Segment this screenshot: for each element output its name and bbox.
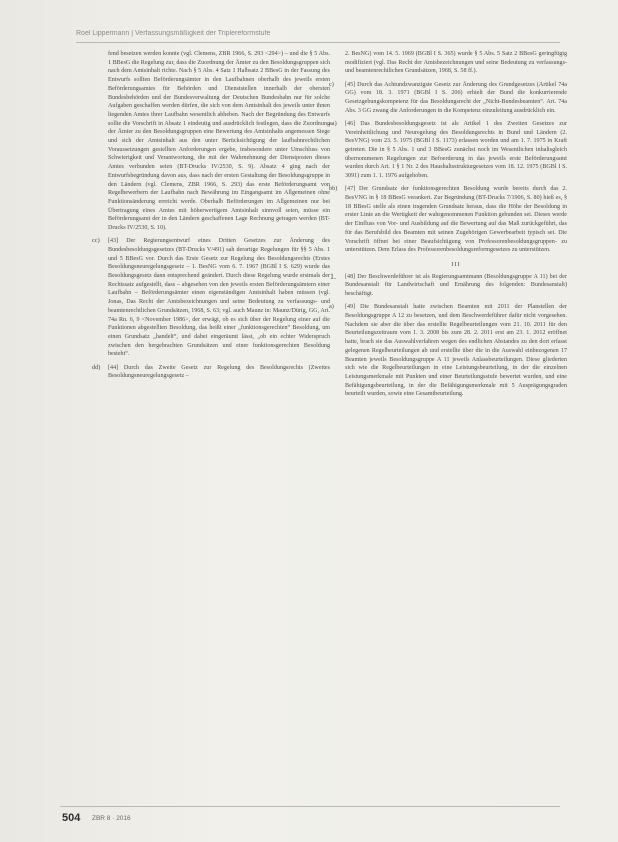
paragraph xyxy=(92,363,330,381)
section-heading: III xyxy=(451,260,461,268)
footer-rule xyxy=(60,806,560,807)
paragraph xyxy=(92,237,330,359)
paragraph-text: [49] Die Bundesanstalt hatte zwischen Beamten mit 2011 der Planstellen der Besoldungsgruppe A 12 zu besetzen, und dem Beschwerdeführer dafür nicht vorgesehen. Nachdem sie aber die über das erstellte Regelbeurteilungen vom 21. 10. 2011 für den Beurteilungszeitraum vom 1. 3. 2008 bis zum 28. 2. 2011 erst am 23. 1. 2012 eröffnet hatte, brach sie das Auswahlverfahren wegen des endlichen Abstandes zu den dort erfasst gelegenen Regelbeurteilungen ab und erstellte über die in die Auswahl einbezogenen 17 Beamten jeweils Besoldungsgruppe A 11 jeweils Anlassbeurteilungen. Diese gliederten sich wie die Regelbeurteilungen in eine Leistungsbeurteilung, in der die einzelnen Leistungsmerkmale mit Punkten und einer Beurteilungsstufe bewertet wurden, und eine Befähigungsbeurteilung, in der die Befähigungsmerkmale mit 5 Ausprägungsgraden beurteilt wurden, sowie eine Gesamtbeurteilung. xyxy=(345,304,567,398)
paragraph-marker: dd) xyxy=(92,363,101,371)
right-column xyxy=(329,50,567,404)
paragraph-text: [44] Durch das Zweite Gesetz zur Regelung des Besoldungsrechts (Zweites Besoldungsneuregelungsgesetz – xyxy=(108,364,330,380)
paragraph-text: 2. BesNG) vom 14. 5. 1969 (BGBl I S. 365) wurde § 5 Abs. 5 Satz 2 BBesG geringfügig modifiziert (vgl. Das Recht der Amtsbezeichnungen und seine Bedeutung zu verfassungs- und beamtenrechtlichen Grundsätzen, 1968, S. 58 ff.). xyxy=(345,51,567,75)
paragraph-marker: a) xyxy=(329,303,334,311)
paragraph-text: [46] Das Bundesbesoldungsgesetz ist als Artikel 1 des Zweiten Gesetzes zur Vereinheitlichung und Neuregelung des Besoldungsrechts in Bund und Ländern (2. BesVNG) vom 23. 5. 1975 (BGBl I S. 1173) erlassen worden und am 1. 7. 1975 in Kraft getreten. Die in § 5 Abs. 1 und 3 BBesG zunächst noch im Wesentlichen inhaltsgleich übernommenen Regelungen zur Befoerderung in das jeweils erste Beförderungsamt wurden durch Art. 1 § 1 Nr. 2 des Haushaltsstrukturgesetzes vom 18. 12. 1975 (BGBl I S. 3091) zum 1. 1. 1976 aufgehoben. xyxy=(345,120,567,180)
paragraph-marker: 1. xyxy=(330,271,336,281)
paragraph xyxy=(329,303,567,399)
paragraph-text: [48] Der Beschwerdeführer ist als Regierungsamtmann (Besoldungsgruppe A 11) bei der Bundesanstalt für Landwirtschaft und Ernährung des folgenden: Bundesanstalt) beschäftigt. xyxy=(345,273,567,298)
paragraph-text: [45] Durch das Achtundzwanzigste Gesetz zur Änderung des Grundgesetzes (Artikel 74a GG) vom 18. 3. 1971 (BGBl I S. 206) erhielt der Bund die konkurrierende Gesetzgebungskompetenz für das Besoldungsrecht der „Nicht-Bundesbeamten“. Art. 74a Abs. 3 GG zwang die Anforderungen in die Kompetenz einzuleitung ausdrücklich ein. xyxy=(345,81,567,114)
paragraph xyxy=(330,271,567,299)
running-head: Roel Lippermann | Verfassungsmäßigkeit der Triplereformstufe xyxy=(76,30,271,37)
paragraph xyxy=(329,185,567,255)
paragraph-marker: c) xyxy=(329,80,334,88)
page-number: 504 xyxy=(62,812,81,824)
paragraph xyxy=(329,80,567,116)
left-column xyxy=(92,50,330,386)
paragraph-marker: aa) xyxy=(329,119,337,127)
paragraph-marker: cc) xyxy=(92,237,100,245)
paragraph-text: [47] Der Grundsatz der funktionsgerechten Besoldung wurde bereits durch das 2. BesVNG in § 18 BBesG verankert. Zur Begründung (BT-Drucks 7/1906, S. 80) hieß es, § 18 BBesG stelle als einen tragenden Grundsatz heraus, dass die Höhe der Besoldung in erster Linie an die Wertigkeit der wahrgenommenen Funktion gebunden sei. Dieses werde der Einfluss von Vor- und Ausbildung auf die Bewertung auf das Maß zurückgeführt, das für das Berufsbild des Beamten mit seinen Zugehörigen Gewerbearbeit typisch sei. Die Vorschrift öffnet bei einer Beaufsichtigung von Professorenbesoldungsgruppen- zu unterstützen. Dem Erlass des Professorenbesoldungsreformgesetzes zu unterstützen. xyxy=(345,186,567,254)
paragraph xyxy=(108,50,330,233)
paragraph-text: [43] Der Regierungsentwurf eines Dritten Gesetzes zur Änderung des Bundesbesoldungsgesetzes (BT-Drucks V/491) sah derartige Regelungen für §§ 5 Abs. 1 und 5 BBesG vor. Durch das Erste Gesetz zur Regelung des Besoldungsrechts (Erstes Besoldungsneuregelungsgesetz – 1. BesNG vom 6. 7. 1967 (BGBl I S. 629) wurde das Besoldungsgesetz dann entsprechend geändert. Durch diese Regelung wurde erstmals der Rechtssatz aufgestellt, dass – abgesehen von den jeweils ersten Beförderungsämtern einer Laufbahn – Beförderungsämter einen eigenständigen Amtsinhalt haben müssen (vgl. Jonas, Das Recht der Amtsbezeichnungen und seine Bedeutung zu verfassungs- und beamtenrechtlichen Grundsätzen, 1968, S. 63; vgl. auch Maunz in: Maunz/Dürig, GG, Art. 74a Rn. 6, 9 <November 1986>, der erwägt, ob es sich über der Regelung einer auf die Funktionen abgestellten Besoldung, das heißt einer „funktionsgerechten“ Besoldung, um einen Grundsatz „handelt“, und dabei eingeräumt lässt, „ob ein echter Widerspruch zwischen den hergebrachten Grundsätzen und einer funktionsgerechten Besoldung besteht“. xyxy=(108,238,330,358)
paragraph-text: fend besetzen werden konnte (vgl. Clemens, ZBR 1966, S. 293 <294>) – und die § 5 Abs. 1 BBesG die Regelung zur, dass die Zuordnung der Ämter zu den Besoldungsgruppen sich nach dem Amtsinhalt richte. Nach § 5 Abs. 4 Satz 1 Halbsatz 2 BBesG in der Fassung des Entwurfs sollten Beförderungsämter in den Laufbahnen oberhalb des jeweils ersten Beförderungsamtes für Behörden und Dienststellen innerhalb der obersten Bundesbehörden und der Bundesverwaltung der Deutschen Bundesbahn nur für solche Aufgaben geschaffen werden dürfen, die sich von dem Amtsinhalt des jeweils unter ihnen liegenden Amtes ihrer Laufbahn wesentlich abheben. Nach der Begründung des Entwurfs sollte die Vorschrift in Absatz 1 eindeutig und ausdrücklich festlegen, dass die Zuordnung der Ämter zu den Besoldungsgruppen eine Bewertung des Amtsinhalts angemessen Siege und sich der Amtsinhalt aus den unter Berücksichtigung der laufbahnrechtlichen Voraussetzungen gestellten Anforderungen ergebe, insbesondere unter Umschluss von Schwierigkeit und Verantwortung, die mit der Wahrnehmung der Dienstposten dieses Amtes verbunden seien (BT-Drucks IV/2530, S. 9). Absatz 4 ging nach der Entwurfsbegründung davon aus, dass nach der ersten Gestaltung der Besoldungsgruppe in den Ländern (vgl. Clemens, ZBR 1966, S. 293) das erste Beförderungsamt von Regelbewerbern der Laufbahn nach Bewährung im Eingangsamt im Allgemeinen ohne Funktionsänderung erreicht werde. Oberhalb Beförderungen im Allgemeinen nur bei Übertragung eines Amtes mit höherwertigem Amtsinhalt sinnvoll seien, müsse ein Beförderungsamt der in den Ländern geschaffenen Lage Rechnung getragen werden (BT-Drucks IV/2530, S. 10). xyxy=(108,51,330,232)
paragraph-marker: bb) xyxy=(329,185,338,193)
journal-issue: ZBR 8 · 2016 xyxy=(92,815,131,822)
header-rule xyxy=(76,42,560,43)
paragraph xyxy=(345,50,567,76)
paragraph xyxy=(329,119,567,181)
